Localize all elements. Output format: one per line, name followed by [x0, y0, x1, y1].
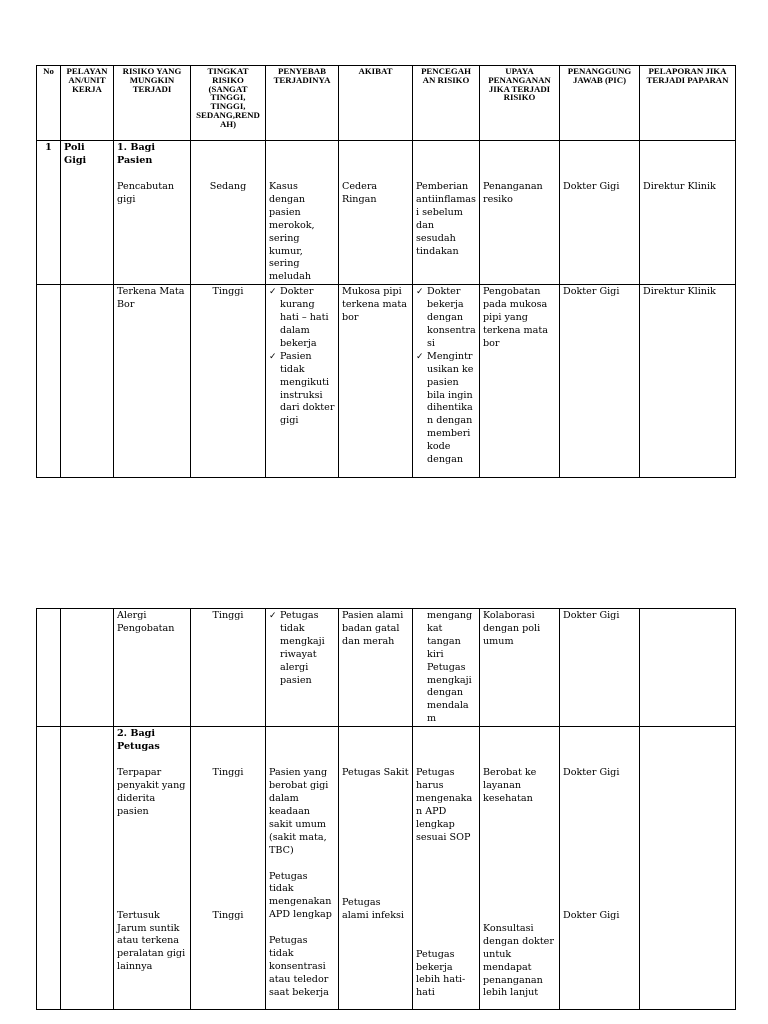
pic-text: Dokter Gigi	[563, 610, 620, 621]
risk-text: Tertusuk Jarum suntik atau terkena peralatan gigi lainnya	[117, 909, 186, 973]
row-number	[37, 285, 61, 478]
header-upaya: UPAYA PENANGANAN JIKA TERJADI RISIKO	[480, 66, 560, 141]
effect-text: Pasien alami badan gatal dan merah	[342, 610, 404, 647]
reporting-text: Direktur Klinik	[643, 181, 716, 192]
risk-table-page-1	[36, 65, 736, 478]
check-item: ✓ Pasien tidak mengikuti instruksi dari dokter gigi	[269, 351, 335, 428]
pic-cell	[560, 141, 640, 285]
level-text: Sedang	[209, 181, 247, 192]
prevention-cell	[413, 609, 480, 727]
unit-cell	[61, 285, 114, 478]
risk-text: Terpapar penyakit yang diderita pasien	[117, 766, 186, 817]
cause-text: Petugas tidak konsentrasi atau teledor saat bekerja	[269, 935, 329, 998]
effect-cell	[339, 609, 413, 727]
check-item: ✓ Dokter bekerja dengan konsentrasi	[416, 286, 476, 351]
pic-cell	[560, 727, 640, 1010]
row-number	[37, 609, 61, 727]
handling-text: Konsultasi dengan dokter untuk mendapat penanganan lebih lanjut	[483, 922, 554, 999]
risk-cell	[114, 727, 191, 1010]
reporting-text: Direktur Klinik	[643, 286, 716, 298]
check-item: ✓ Dokter kurang hati – hati dalam bekerja	[269, 286, 335, 351]
cause-text: Pasien yang berobat gigi dalam keadaan sakit umum (sakit mata, TBC)	[269, 767, 329, 856]
check-item: ✓ Petugas tidak mengkaji riwayat alergi pasien	[269, 610, 335, 687]
effect-cell	[339, 285, 413, 478]
handling-cell	[480, 727, 560, 1010]
prevention-text: Petugas mengkaji dengan mendalam	[427, 661, 472, 725]
level-cell	[191, 609, 266, 727]
level-text: Tinggi	[212, 286, 244, 298]
handling-cell	[480, 609, 560, 727]
risk-text: Alergi Pengobatan	[117, 610, 175, 634]
header-risiko: RISIKO YANG MUNGKIN TERJADI	[114, 66, 191, 141]
risk-cell	[114, 285, 191, 478]
risk-table-page-2	[36, 608, 736, 1010]
header-row	[37, 66, 736, 141]
level-cell	[191, 141, 266, 285]
risk-text: Pencabutan gigi	[117, 180, 175, 205]
section-title: 2. Bagi Petugas	[117, 728, 160, 753]
cause-cell	[266, 727, 339, 1010]
pic-cell	[560, 285, 640, 478]
cause-text: Petugas tidak mengenakan APD lengkap	[269, 870, 332, 921]
effect-cell	[339, 141, 413, 285]
cause-cell	[266, 609, 339, 727]
header-penyebab: PENYEBAB TERJADINYA	[266, 66, 339, 141]
level-cell	[191, 727, 266, 1010]
handling-text: Kolaborasi dengan poli umum	[483, 610, 541, 647]
cause-text: Kasus dengan pasien merokok, sering kumur, sering meludah	[269, 181, 315, 283]
pic-text: Dokter Gigi	[563, 767, 620, 779]
prevention-cell	[413, 285, 480, 478]
effect-cell	[339, 727, 413, 1010]
level-text: Tinggi	[212, 767, 244, 779]
effect-text: Petugas alami infeksi	[342, 897, 405, 921]
unit-cell	[61, 727, 114, 1010]
reporting-cell	[640, 285, 736, 478]
header-pencegahan: PENCEGAH AN RISIKO	[413, 66, 480, 141]
header-pic: PENANGGUNG JAWAB (PIC)	[560, 66, 640, 141]
reporting-cell	[640, 141, 736, 285]
prevention-continued-text: mengangkat tangan kiri	[427, 610, 473, 660]
header-akibat: AKIBAT	[339, 66, 413, 141]
header-tingkat: TINGKAT RISIKO (SANGAT TINGGI, TINGGI, SEDANG,REND AH)	[191, 66, 266, 141]
unit-cell	[61, 609, 114, 727]
level-cell	[191, 285, 266, 478]
section-title: 1. Bagi Pasien	[117, 142, 156, 166]
unit-cell: Poli Gigi	[61, 141, 114, 285]
cause-cell	[266, 285, 339, 478]
risk-cell	[114, 141, 191, 285]
handling-cell	[480, 285, 560, 478]
header-pelayanan: PELAYAN AN/UNIT KERJA	[61, 66, 114, 141]
table-row	[37, 609, 736, 727]
cause-cell	[266, 141, 339, 285]
prevention-text: Petugas harus mengenakan APD lengkap sesuai SOP	[416, 767, 473, 843]
handling-text: Penanganan resiko	[483, 181, 543, 205]
handling-text: Berobat ke layanan kesehatan	[483, 767, 537, 804]
handling-text: Pengobatan pada mukosa pipi yang terkena mata bor	[483, 286, 548, 349]
header-pelaporan: PELAPORAN JIKA TERJADI PAPARAN	[640, 66, 736, 141]
prevention-text: Petugas bekerja lebih hati-hati	[416, 948, 466, 999]
effect-text: Cedera Ringan	[342, 181, 378, 205]
pic-cell	[560, 609, 640, 727]
prevention-cell	[413, 141, 480, 285]
prevention-text: Pemberian antiinflamasi sebelum dan sesudah tindakan	[416, 181, 476, 257]
risk-cell	[114, 609, 191, 727]
pic-text: Dokter Gigi	[563, 286, 620, 298]
effect-text: Mukosa pipi terkena mata bor	[342, 286, 407, 324]
table-row	[37, 727, 736, 1010]
reporting-cell	[640, 609, 736, 727]
level-text: Tinggi	[212, 910, 244, 922]
table-row	[37, 285, 736, 478]
pic-text: Dokter Gigi	[563, 181, 620, 192]
risk-text: Terkena Mata Bor	[117, 286, 185, 311]
row-number: 1	[37, 141, 61, 285]
header-no: No	[37, 66, 61, 141]
effect-text: Petugas Sakit	[342, 767, 409, 779]
row-number	[37, 727, 61, 1010]
handling-cell	[480, 141, 560, 285]
level-text: Tinggi	[212, 610, 244, 621]
pic-text: Dokter Gigi	[563, 910, 620, 922]
prevention-cell	[413, 727, 480, 1010]
reporting-cell	[640, 727, 736, 1010]
check-item: ✓ Mengintrusikan ke pasien bila ingin dihentikan dengan memberi kode dengan	[416, 351, 476, 467]
table-row	[37, 141, 736, 285]
